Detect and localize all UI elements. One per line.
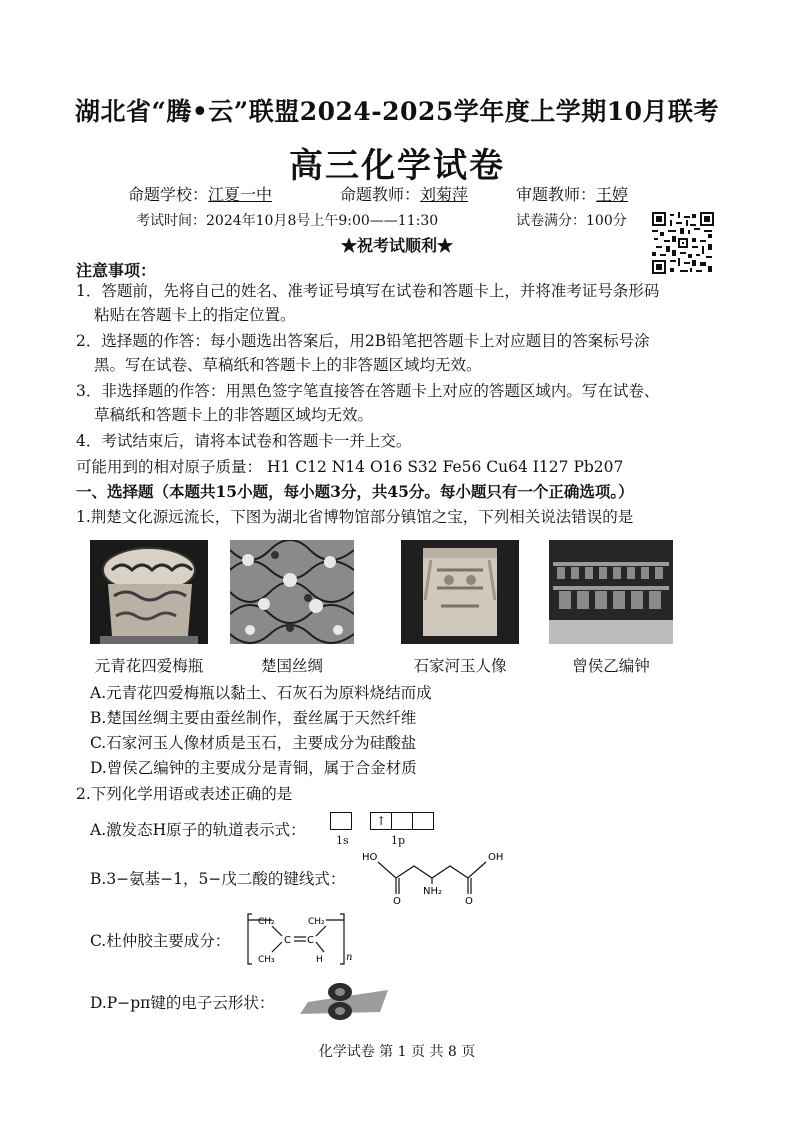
vase-photo (90, 540, 208, 644)
q2-option-a: A.激发态H原子的轨道表示式： (90, 821, 306, 839)
question-1-stem: 1.荆楚文化源远流长，下图为湖北省博物馆部分镇馆之宝，下列相关说法错误的是 (76, 508, 634, 526)
school-value: 江夏一中 (208, 185, 273, 204)
glutamic-skeletal-formula (360, 848, 520, 906)
orbital-box-1p-1: ↑ (370, 812, 392, 830)
formula-nh2-label: NH₂ (423, 886, 443, 897)
author-label: 命题教师： (340, 185, 421, 204)
orbital-box-1p-2 (391, 812, 413, 830)
structure-c-right-label: C (307, 935, 314, 946)
notice-line: 黑。写在试卷、草稿纸和答题卡上的非答题区域均无效。 (94, 356, 482, 374)
caption-jade: 石家河玉人像 (413, 657, 507, 675)
q2-option-d: D.P−pπ键的电子云形状： (90, 994, 275, 1012)
formula-ho-label: HO (362, 852, 378, 863)
orbital-label-1s: 1s (336, 834, 349, 847)
bells-photo (549, 540, 673, 644)
notice-line: 粘贴在答题卡上的指定位置。 (94, 306, 296, 324)
notice-line: 4．考试结束后，请将本试卷和答题卡一并上交。 (76, 432, 412, 450)
q1-option-c: C.石家河玉人像材质是玉石，主要成分为硅酸盐 (90, 734, 417, 752)
caption-vase: 元青花四爱梅瓶 (94, 657, 204, 675)
q1-option-d: D.曾侯乙编钟的主要成分是青铜，属于合金材质 (90, 759, 417, 777)
structure-ch2-right-label: CH₂ (308, 917, 325, 927)
notice-line: 3．非选择题的作答：用黑色签字笔直接答在答题卡上对应的答题区域内。写在试卷、 (76, 382, 660, 400)
school-label: 命题学校： (128, 185, 209, 204)
question-2-stem: 2.下列化学用语或表述正确的是 (76, 785, 293, 803)
structure-h-label: H (316, 955, 323, 965)
reviewer-field (516, 182, 628, 205)
pi-bond-cloud-icon (296, 980, 392, 1022)
good-luck-banner: ★祝考试顺利★ (340, 236, 453, 255)
page-footer: 化学试卷 第 1 页 共 8 页 (318, 1044, 476, 1060)
structure-ch2-left-label: CH₂ (258, 917, 275, 927)
jade-figure-photo (401, 540, 519, 644)
notice-heading: 注意事项： (76, 261, 157, 280)
orbital-diagram (330, 810, 434, 830)
q1-option-a: A.元青花四爱梅瓶以黏土、石灰石为原料烧结而成 (90, 684, 432, 702)
q2-option-c: C.杜仲胶主要成分： (90, 932, 231, 950)
author-value: 刘菊萍 (420, 185, 469, 204)
silk-photo (230, 540, 354, 644)
caption-silk: 楚国丝绸 (260, 657, 323, 675)
exam-title: 湖北省“腾•云”联盟2024-2025学年度上学期10月联考 (74, 97, 720, 126)
exam-time: 考试时间：2024年10月8号上午9:00——11:30 (136, 213, 439, 229)
reviewer-value: 王婷 (596, 185, 629, 204)
section-heading: 一、选择题（本题共15小题，每小题3分，共45分。每小题只有一个正确选项。） (76, 482, 634, 501)
caption-bells: 曾侯乙编钟 (572, 657, 650, 675)
atomic-masses: 可能用到的相对原子质量： H1 C12 N14 O16 S32 Fe56 Cu64 I127 Pb207 (76, 458, 624, 476)
q1-option-b: B.楚国丝绸主要由蚕丝制作，蚕丝属于天然纤维 (90, 709, 417, 727)
notice-line: 草稿纸和答题卡上的非答题区域均无效。 (94, 406, 374, 424)
structure-ch3-label: CH₃ (258, 955, 275, 965)
gutta-percha-structure (246, 910, 356, 968)
orbital-box-1p-3 (412, 812, 434, 830)
notice-line: 2．选择题的作答：每小题选出答案后，用2B铅笔把答题卡上对应题目的答案标号涂 (76, 332, 650, 350)
formula-oh-label: OH (488, 852, 504, 863)
school-field (128, 182, 272, 205)
full-score: 试卷满分：100分 (516, 213, 627, 229)
author-field (340, 182, 468, 205)
q2-option-b: B.3−氨基−1，5−戊二酸的键线式： (90, 870, 346, 888)
qr-code-icon (652, 212, 714, 274)
orbital-label-1p: 1p (391, 834, 406, 847)
reviewer-label: 审题教师： (516, 185, 597, 204)
structure-n-label: n (346, 952, 353, 963)
formula-o-right-label: O (465, 896, 473, 906)
notice-line: 1．答题前，先将自己的姓名、准考证号填写在试卷和答题卡上，并将准考证号条形码 (76, 282, 660, 300)
page-title: 高三化学试卷 (289, 146, 505, 186)
formula-o-left-label: O (393, 896, 401, 906)
orbital-box-1s (330, 812, 352, 830)
structure-c-left-label: C (284, 935, 291, 946)
